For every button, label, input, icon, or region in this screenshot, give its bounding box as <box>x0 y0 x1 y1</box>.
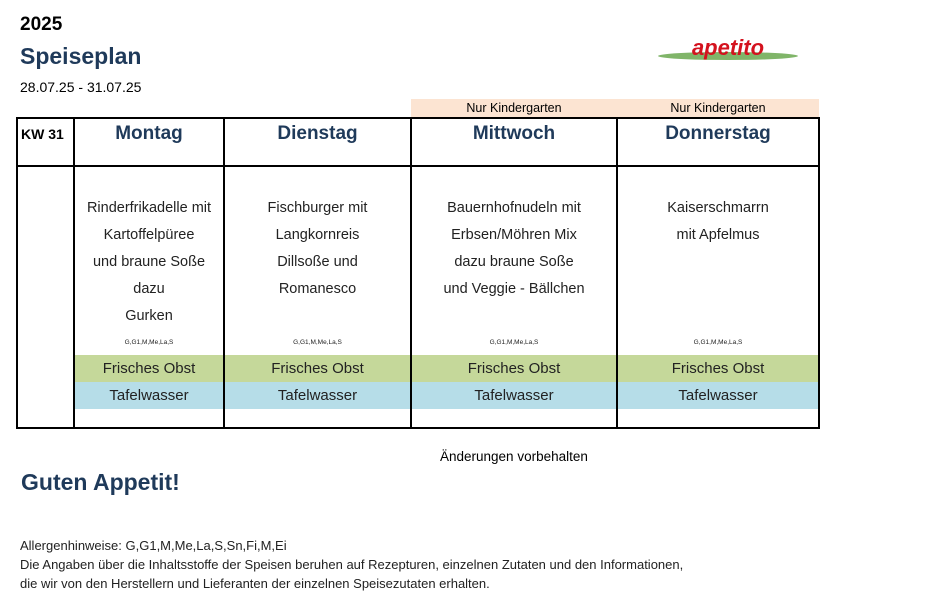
header-row <box>17 118 819 166</box>
dish-line: Langkornreis <box>275 227 360 243</box>
dish-line: Gurken <box>125 308 173 324</box>
note-thursday-bar <box>617 99 819 117</box>
dish-line: Dillsoße und <box>277 254 358 270</box>
allergen-codes: G,G1,M,Me,La,S <box>693 339 743 346</box>
week-cell <box>17 118 74 166</box>
day-header-tuesday: Dienstag <box>224 118 411 166</box>
note-wednesday: Nur Kindergarten <box>466 101 562 115</box>
dish-line: Bauernhofnudeln mit <box>447 200 581 216</box>
water-cell: Tafelwasser <box>224 382 411 409</box>
info-line: die wir von den Herstellern und Lieferanten der einzelnen Speisezutaten erhalten. <box>20 576 490 591</box>
week-empty-cell <box>17 355 74 382</box>
greeting: Guten Appetit! <box>21 469 180 495</box>
dish-line: dazu braune Soße <box>454 254 574 270</box>
year-label: 2025 <box>20 14 63 35</box>
dish-cell-wednesday <box>411 166 617 355</box>
menu-table <box>16 117 820 429</box>
dish-cell-tuesday <box>224 166 411 355</box>
allergen-info <box>20 536 683 593</box>
apetito-logo <box>652 36 804 64</box>
week-label: KW 31 <box>21 126 64 142</box>
fruit-cell: Frisches Obst <box>74 355 224 382</box>
dish-cell-monday <box>74 166 224 355</box>
dish-line: Kaiserschmarrn <box>667 200 769 216</box>
dish-cell-thursday <box>617 166 819 355</box>
allergen-codes: G,G1,M,Me,La,S <box>489 339 539 346</box>
date-range: 28.07.25 - 31.07.25 <box>20 79 142 95</box>
page-title: Speiseplan <box>20 43 142 69</box>
dish-line: Kartoffelpüree <box>103 227 195 243</box>
water-row <box>17 382 819 409</box>
info-line: Die Angaben über die Inhaltsstoffe der Speisen beruhen auf Rezepturen, einzelnen Zutaten und den Informationen, <box>20 557 684 572</box>
day-header-wednesday: Mittwoch <box>411 118 617 166</box>
dish-line: Fischburger mit <box>267 200 368 216</box>
empty-cell <box>411 409 617 428</box>
week-empty-cell <box>17 166 74 355</box>
fruit-cell: Frisches Obst <box>617 355 819 382</box>
allergen-codes: G,G1,M,Me,La,S <box>293 339 342 346</box>
dish-line: und Veggie - Bällchen <box>443 281 585 297</box>
water-cell: Tafelwasser <box>74 382 224 409</box>
allergen-codes: G,G1,M,Me,La,S <box>124 339 174 346</box>
week-empty-cell <box>17 382 74 409</box>
water-cell: Tafelwasser <box>411 382 617 409</box>
empty-cell <box>224 409 411 428</box>
dish-line: Rinderfrikadelle mit <box>86 200 212 216</box>
fruit-cell: Frisches Obst <box>411 355 617 382</box>
dish-line: dazu <box>133 281 165 297</box>
dish-line: Erbsen/Möhren Mix <box>451 227 577 243</box>
allergen-line: Allergenhinweise: G,G1,M,Me,La,S,Sn,Fi,M,Ei <box>20 538 287 553</box>
note-wednesday-bar <box>411 99 617 117</box>
logo-text: apetito <box>691 36 765 60</box>
table-footer-row <box>17 409 819 428</box>
fruit-cell: Frisches Obst <box>224 355 411 382</box>
dish-row <box>17 166 819 355</box>
water-cell: Tafelwasser <box>617 382 819 409</box>
dish-line: Romanesco <box>278 281 357 297</box>
changes-note: Änderungen vorbehalten <box>440 449 588 464</box>
empty-cell <box>617 409 819 428</box>
dish-line: und braune Soße <box>92 254 206 270</box>
day-header-monday: Montag <box>74 118 224 166</box>
dish-line: mit Apfelmus <box>676 227 760 243</box>
fruit-row <box>17 355 819 382</box>
empty-cell <box>17 409 74 428</box>
day-header-thursday: Donnerstag <box>617 118 819 166</box>
note-thursday: Nur Kindergarten <box>670 101 766 115</box>
empty-cell <box>74 409 224 428</box>
